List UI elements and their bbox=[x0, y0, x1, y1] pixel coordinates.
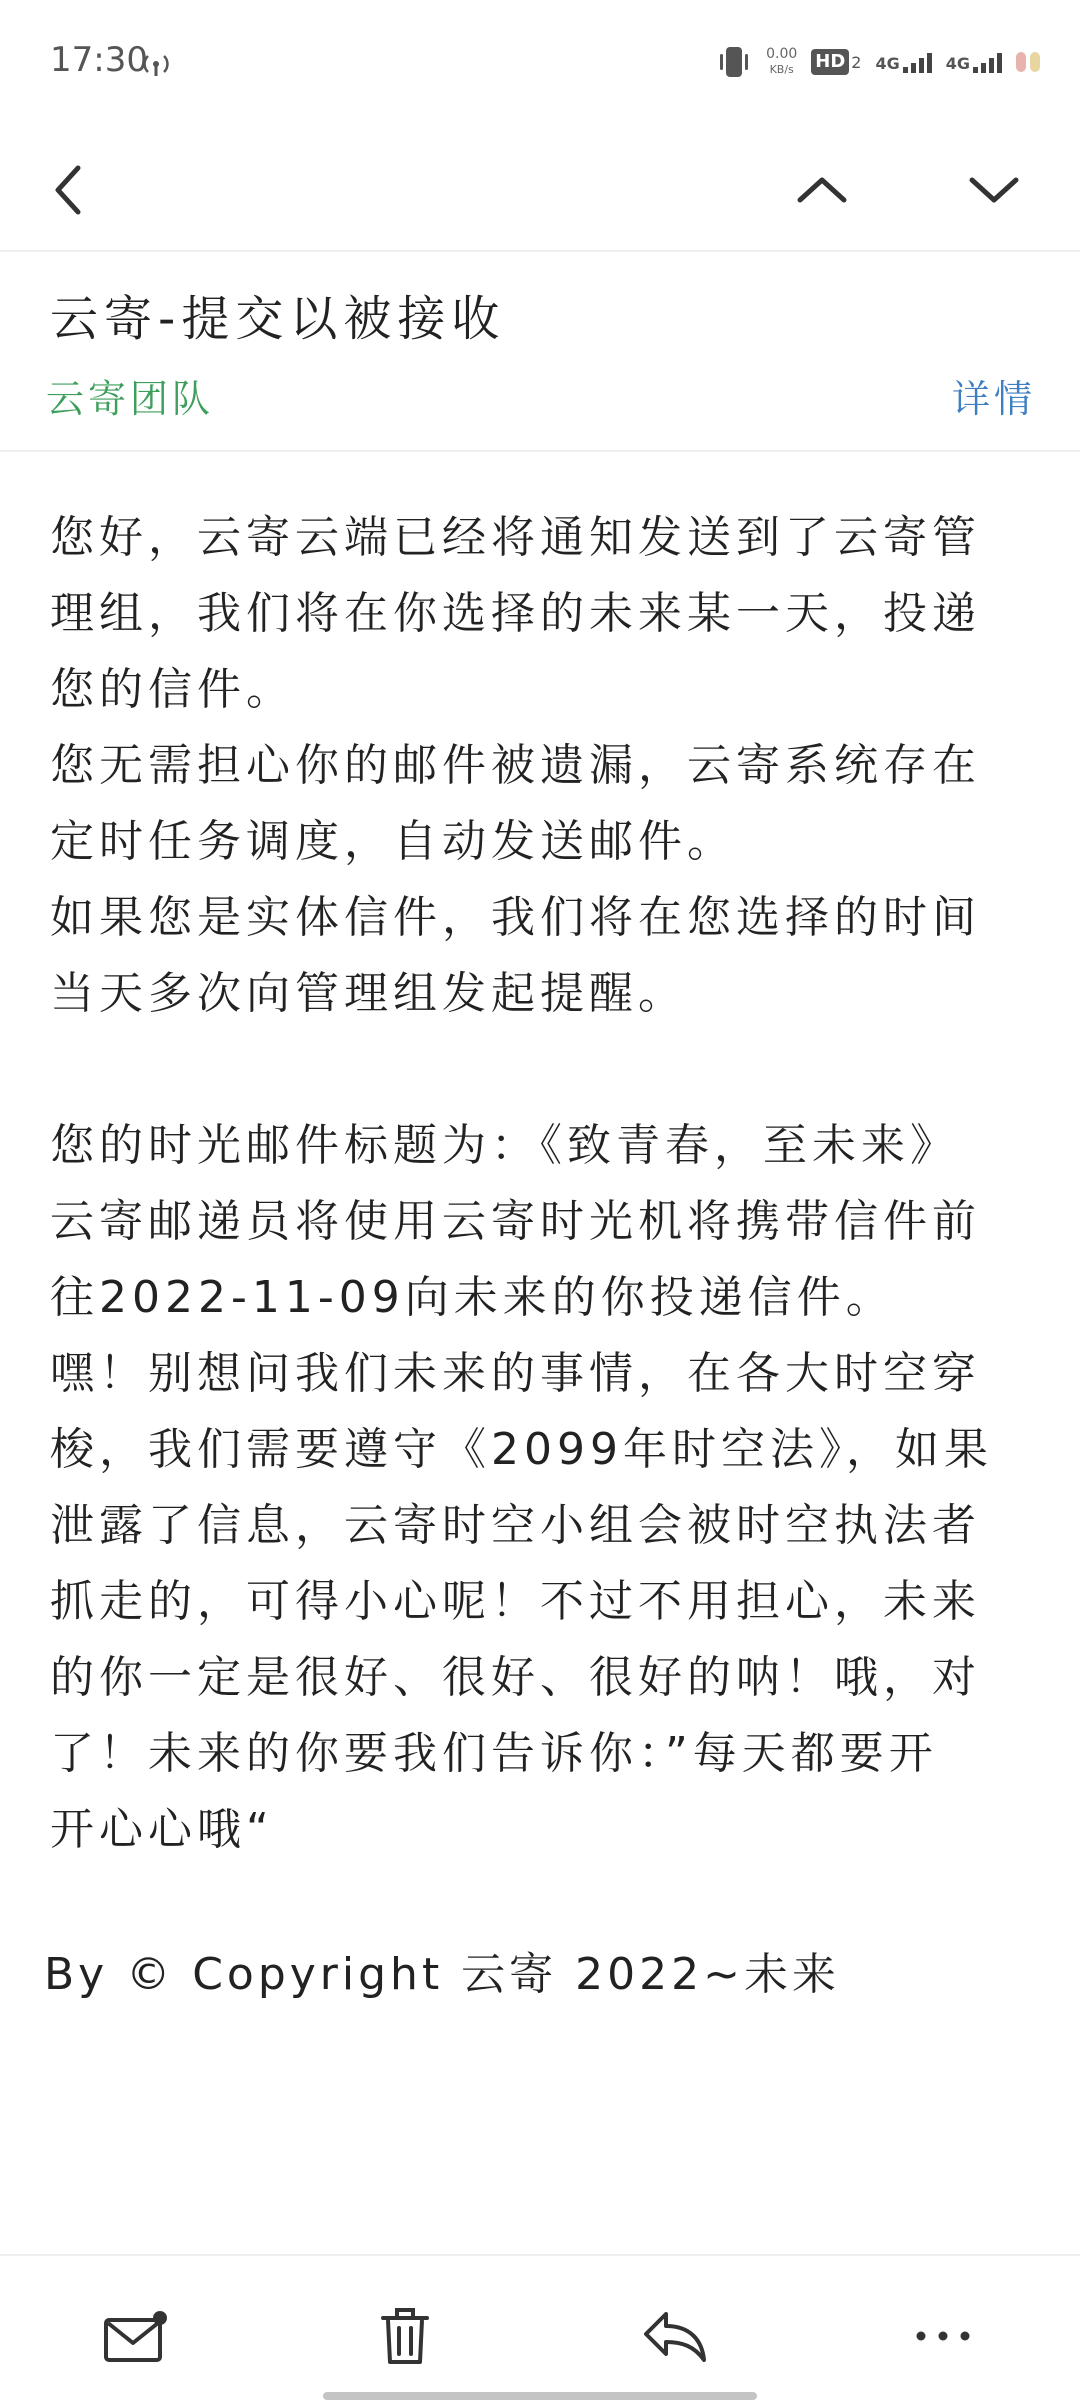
sim1-signal-icon bbox=[875, 51, 931, 73]
chevron-up-icon bbox=[792, 170, 852, 210]
mark-unread-button[interactable] bbox=[90, 2296, 180, 2376]
back-button[interactable] bbox=[28, 150, 108, 230]
body-line: 往2022-11-09向未来的你投递信件。 bbox=[50, 1272, 895, 1323]
hd-sub: 2 bbox=[851, 52, 862, 72]
network-speed bbox=[766, 46, 797, 78]
sim2-label: 4G bbox=[945, 54, 970, 73]
delete-button[interactable] bbox=[360, 2296, 450, 2376]
body-line: 当天多次向管理组发起提醒。 bbox=[50, 968, 687, 1019]
body-line: 定时任务调度，自动发送邮件。 bbox=[50, 816, 736, 867]
body-line: 的你一定是很好、很好、很好的呐！哦，对 bbox=[50, 1652, 981, 1703]
body-line: 梭，我们需要遵守《2099年时空法》，如果 bbox=[50, 1424, 993, 1475]
sim1-label: 4G bbox=[875, 54, 900, 73]
nav-divider bbox=[0, 250, 1080, 252]
body-line: 您的时光邮件标题为：《致青春，至未来》 bbox=[50, 1120, 959, 1171]
battery-icon bbox=[1016, 52, 1040, 72]
reply-button[interactable] bbox=[630, 2296, 720, 2376]
email-signature: By © Copyright 云寄 2022~未来 bbox=[44, 1949, 841, 2000]
mail-unread-icon bbox=[100, 2306, 170, 2366]
more-button[interactable] bbox=[898, 2296, 988, 2376]
reply-icon bbox=[640, 2306, 710, 2366]
trash-icon bbox=[377, 2304, 433, 2368]
top-nav-bar bbox=[0, 120, 1080, 250]
status-time: 17:30 bbox=[50, 40, 148, 80]
body-line: 嘿！别想问我们未来的事情，在各大时空穿 bbox=[50, 1348, 981, 1399]
previous-email-button[interactable] bbox=[782, 150, 862, 230]
sim2-signal-icon bbox=[946, 51, 1002, 73]
details-link[interactable]: 详情 bbox=[951, 377, 1036, 421]
body-line: 您好，云寄云端已经将通知发送到了云寄管 bbox=[50, 512, 981, 563]
back-arrow-icon bbox=[48, 160, 88, 220]
status-bar bbox=[0, 0, 1080, 120]
body-line: 您无需担心你的邮件被遗漏，云寄系统存在 bbox=[50, 740, 981, 791]
body-line: 云寄邮递员将使用云寄时光机将携带信件前 bbox=[50, 1196, 981, 1247]
home-indicator[interactable] bbox=[323, 2392, 757, 2400]
body-line: 开心心哦“ bbox=[50, 1804, 274, 1855]
body-line: 理组，我们将在你选择的未来某一天，投递 bbox=[50, 588, 981, 639]
chevron-down-icon bbox=[964, 170, 1024, 210]
email-body bbox=[50, 500, 1010, 1868]
bottom-toolbar bbox=[0, 2256, 1080, 2406]
body-blank-line bbox=[50, 1032, 1010, 1108]
hd-call-icon bbox=[811, 49, 861, 75]
network-speed-value: 0.00 bbox=[766, 46, 798, 62]
hd-label: HD bbox=[811, 49, 849, 75]
next-email-button[interactable] bbox=[954, 150, 1034, 230]
status-icons bbox=[716, 38, 1040, 86]
email-subject: 云寄-提交以被接收 bbox=[50, 291, 506, 347]
body-line: 泄露了信息，云寄时空小组会被时空执法者 bbox=[50, 1500, 981, 1551]
header-divider bbox=[0, 450, 1080, 452]
vibrate-icon bbox=[716, 45, 752, 79]
body-line: 如果您是实体信件，我们将在您选择的时间 bbox=[50, 892, 981, 943]
body-line: 抓走的，可得小心呢！不过不用担心，未来 bbox=[50, 1576, 981, 1627]
email-sender[interactable]: 云寄团队 bbox=[46, 377, 215, 421]
body-line: 了！未来的你要我们告诉你：”每天都要开 bbox=[50, 1728, 938, 1779]
more-icon bbox=[913, 2326, 973, 2346]
body-line: 您的信件。 bbox=[50, 664, 295, 715]
network-speed-unit: KB/s bbox=[769, 63, 794, 76]
signal-broadcast-icon bbox=[138, 50, 174, 78]
